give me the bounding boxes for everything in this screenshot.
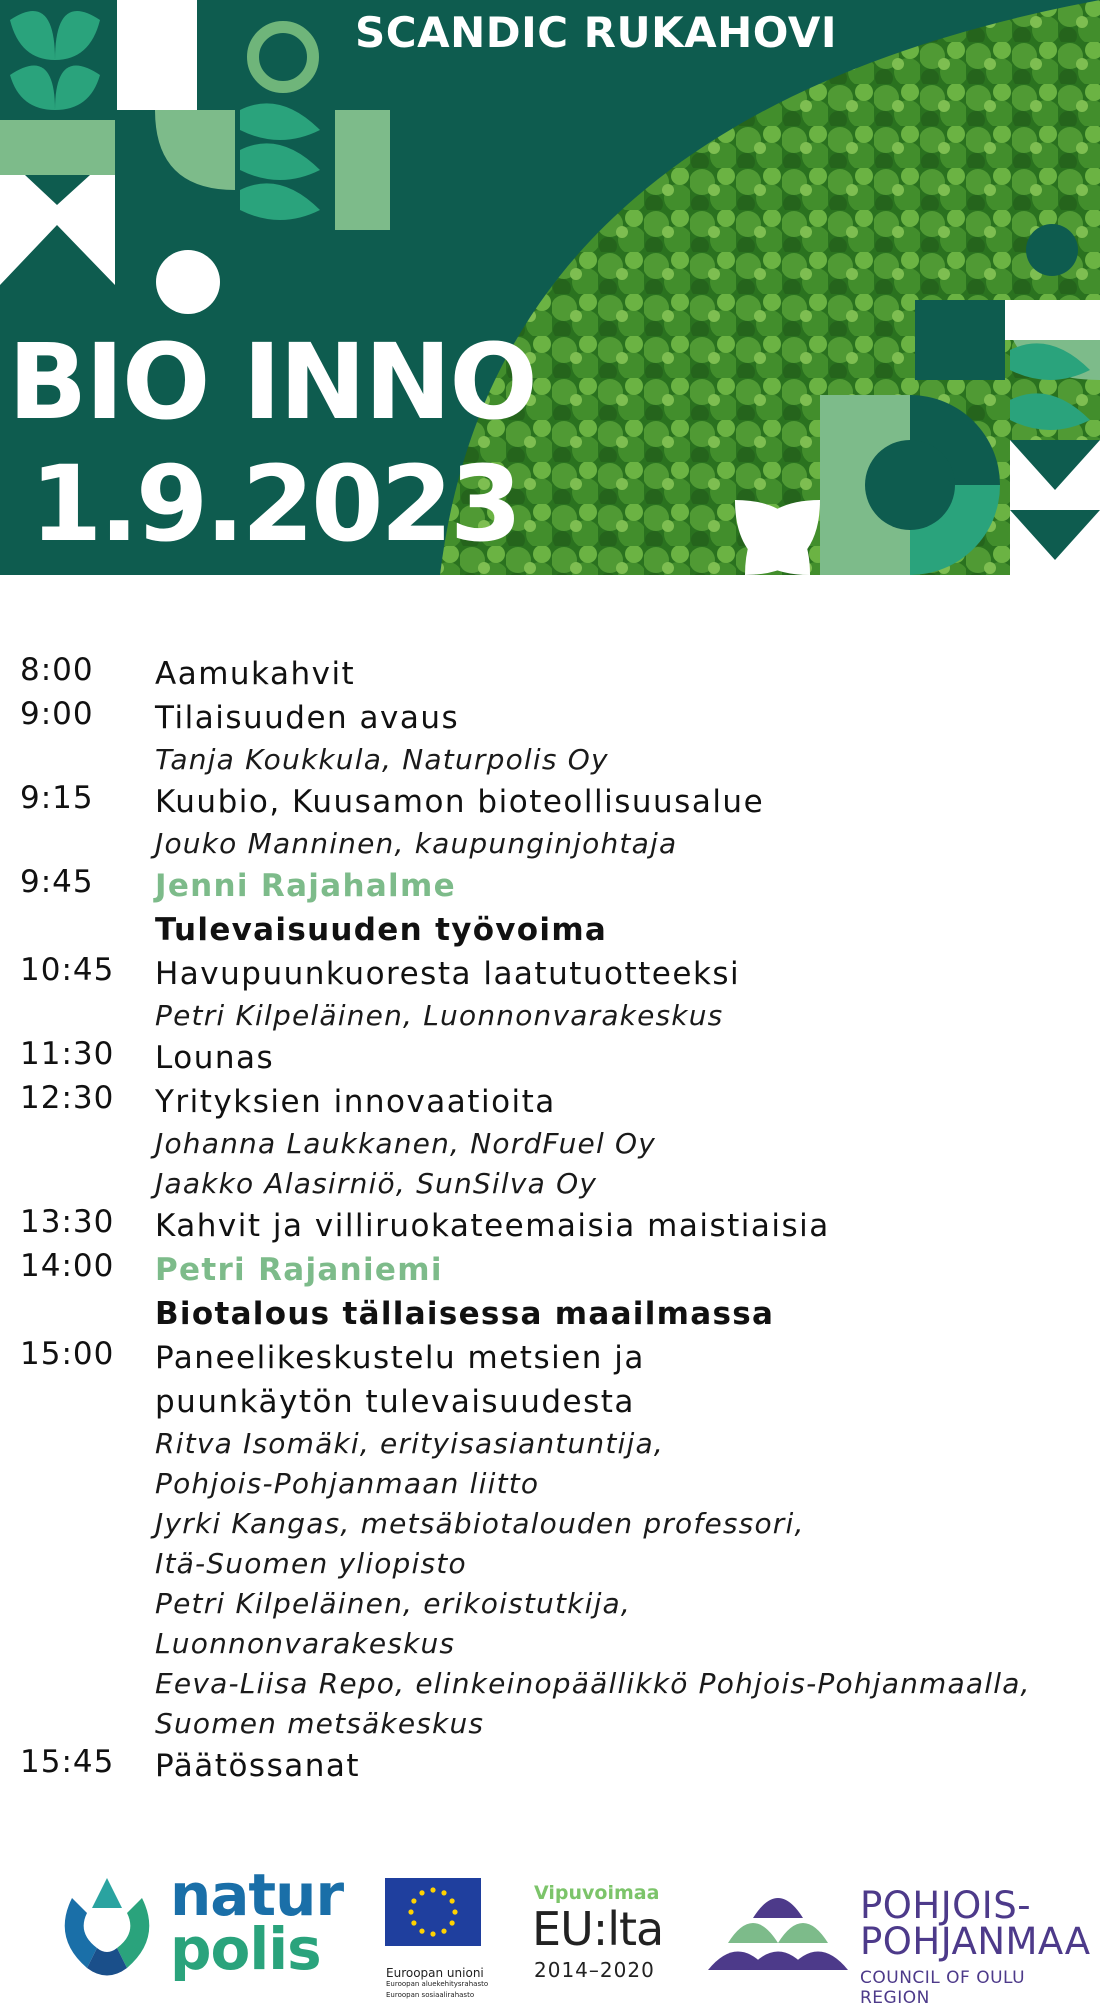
agenda-title: puunkäytön tulevaisuudesta bbox=[155, 1384, 635, 1420]
agenda-content bbox=[155, 1744, 1100, 1788]
agenda-item bbox=[0, 1336, 1100, 1744]
agenda-speaker-detail: Luonnonvarakeskus bbox=[155, 1627, 456, 1660]
agenda-content bbox=[155, 696, 1100, 780]
eu-star-icon bbox=[411, 1898, 416, 1903]
agenda-title: Lounas bbox=[155, 1040, 275, 1076]
vipuvoimaa-main: EU:lta bbox=[532, 1902, 664, 1956]
agenda-time: 11:30 bbox=[20, 1036, 115, 1072]
eu-caption bbox=[386, 1968, 488, 2001]
agenda-speaker-detail: Eeva-Liisa Repo, elinkeinopäällikkö Pohjois-Pohjanmaalla, bbox=[155, 1667, 1031, 1700]
partner-logos bbox=[0, 1860, 1100, 2008]
agenda-title: Yrityksien innovaatioita bbox=[155, 1084, 556, 1120]
agenda-time: 15:45 bbox=[20, 1744, 115, 1780]
agenda-title: Havupuunkuoresta laatutuotteeksi bbox=[155, 956, 741, 992]
agenda-speaker-detail: Jouko Manninen, kaupunginjohtaja bbox=[155, 827, 678, 860]
agenda-item bbox=[0, 1248, 1100, 1336]
agenda-time: 13:30 bbox=[20, 1204, 115, 1240]
header-banner bbox=[0, 0, 1100, 575]
pohjois-pohjanmaa-line1: POHJOIS- bbox=[860, 1884, 1032, 1927]
eu-star-icon bbox=[441, 1929, 446, 1934]
speaker-name: Jenni Rajahalme bbox=[155, 868, 456, 904]
talk-title: Biotalous tällaisessa maailmassa bbox=[155, 1296, 775, 1332]
agenda-item bbox=[0, 780, 1100, 864]
naturpolis-line2: polis bbox=[170, 1915, 321, 1983]
agenda-speaker-detail: Ritva Isomäki, erityisasiantuntija, bbox=[155, 1427, 664, 1460]
eu-star-icon bbox=[411, 1920, 416, 1925]
agenda-time: 8:00 bbox=[20, 652, 94, 688]
agenda-item bbox=[0, 952, 1100, 1036]
agenda-title: Päätössanat bbox=[155, 1748, 361, 1784]
agenda-time: 12:30 bbox=[20, 1080, 115, 1116]
vipuvoimaa-years: 2014–2020 bbox=[534, 1958, 655, 1982]
agenda-title: Aamukahvit bbox=[155, 656, 356, 692]
agenda-list bbox=[0, 652, 1100, 1788]
agenda-time: 9:15 bbox=[20, 780, 94, 816]
agenda-item bbox=[0, 1744, 1100, 1788]
eu-star-icon bbox=[450, 1898, 455, 1903]
agenda-time: 9:00 bbox=[20, 696, 94, 732]
agenda-content bbox=[155, 864, 1100, 952]
agenda-time: 9:45 bbox=[20, 864, 94, 900]
agenda-content bbox=[155, 952, 1100, 1036]
event-title: BIO INNO bbox=[8, 321, 536, 443]
eu-star-icon bbox=[450, 1920, 455, 1925]
agenda-time: 10:45 bbox=[20, 952, 115, 988]
agenda-content bbox=[155, 1248, 1100, 1336]
eu-caption-line1: Euroopan unioni bbox=[386, 1966, 484, 1980]
agenda-time: 14:00 bbox=[20, 1248, 115, 1284]
agenda-speaker-detail: Jyrki Kangas, metsäbiotalouden professori, bbox=[155, 1507, 805, 1540]
agenda-speaker-detail: Petri Kilpeläinen, Luonnonvarakeskus bbox=[155, 999, 724, 1032]
eu-star-icon bbox=[430, 1931, 435, 1936]
pohjois-pohjanmaa-emblem-icon bbox=[708, 1878, 848, 1988]
agenda-speaker-detail: Pohjois-Pohjanmaan liitto bbox=[155, 1467, 540, 1500]
agenda-item bbox=[0, 864, 1100, 952]
agenda-title: Kuubio, Kuusamon bioteollisuusalue bbox=[155, 784, 765, 820]
eu-caption-line3: Euroopan sosiaalirahasto bbox=[386, 1991, 475, 1999]
eu-star-icon bbox=[452, 1909, 457, 1914]
agenda-speaker-detail: Petri Kilpeläinen, erikoistutkija, bbox=[155, 1587, 632, 1620]
pohjois-pohjanmaa-line2: POHJANMAA bbox=[860, 1920, 1091, 1963]
eu-star-icon bbox=[430, 1887, 435, 1892]
agenda-content bbox=[155, 1336, 1100, 1744]
agenda-speaker-detail: Tanja Koukkula, Naturpolis Oy bbox=[155, 743, 609, 776]
naturpolis-wordmark bbox=[170, 1861, 344, 1983]
agenda-speaker-detail: Johanna Laukkanen, NordFuel Oy bbox=[155, 1127, 657, 1160]
agenda-item bbox=[0, 652, 1100, 696]
agenda-content bbox=[155, 1036, 1100, 1080]
agenda-content bbox=[155, 1204, 1100, 1248]
agenda-content bbox=[155, 652, 1100, 696]
speaker-name: Petri Rajaniemi bbox=[155, 1252, 443, 1288]
agenda-title: Paneelikeskustelu metsien ja bbox=[155, 1340, 645, 1376]
vipuvoimaa-label: Vipuvoimaa bbox=[534, 1882, 660, 1904]
eu-star-icon bbox=[419, 1890, 424, 1895]
event-date: 1.9.2023 bbox=[30, 443, 520, 565]
decorative-motifs-left bbox=[0, 0, 390, 314]
agenda-speaker-detail: Jaakko Alasirniö, SunSilva Oy bbox=[155, 1167, 598, 1200]
agenda-item bbox=[0, 1080, 1100, 1204]
agenda-title: Tilaisuuden avaus bbox=[155, 700, 460, 736]
agenda-item bbox=[0, 696, 1100, 780]
eu-flag-icon bbox=[385, 1878, 481, 1946]
agenda-title: Kahvit ja villiruokateemaisia maistiaisia bbox=[155, 1208, 830, 1244]
agenda-speaker-detail: Itä-Suomen yliopisto bbox=[155, 1547, 467, 1580]
talk-title: Tulevaisuuden työvoima bbox=[155, 912, 608, 948]
eu-star-icon bbox=[419, 1929, 424, 1934]
agenda-item bbox=[0, 1036, 1100, 1080]
eu-flag-logo bbox=[385, 1878, 481, 1968]
eu-star-icon bbox=[441, 1890, 446, 1895]
naturpolis-emblem-icon bbox=[52, 1868, 162, 1988]
naturpolis-logo bbox=[52, 1860, 342, 1990]
pohjois-pohjanmaa-line3: COUNCIL OF OULU REGION bbox=[860, 1968, 1026, 2008]
venue-name: SCANDIC RUKAHOVI bbox=[355, 8, 838, 57]
eu-caption-line2: Euroopan aluekehitysrahasto bbox=[386, 1980, 489, 1988]
agenda-speaker-detail: Suomen metsäkeskus bbox=[155, 1707, 485, 1740]
agenda-item bbox=[0, 1204, 1100, 1248]
agenda-content bbox=[155, 1080, 1100, 1204]
eu-star-icon bbox=[408, 1909, 413, 1914]
agenda-content bbox=[155, 780, 1100, 864]
naturpolis-line1: natur bbox=[170, 1861, 344, 1929]
agenda-time: 15:00 bbox=[20, 1336, 115, 1372]
